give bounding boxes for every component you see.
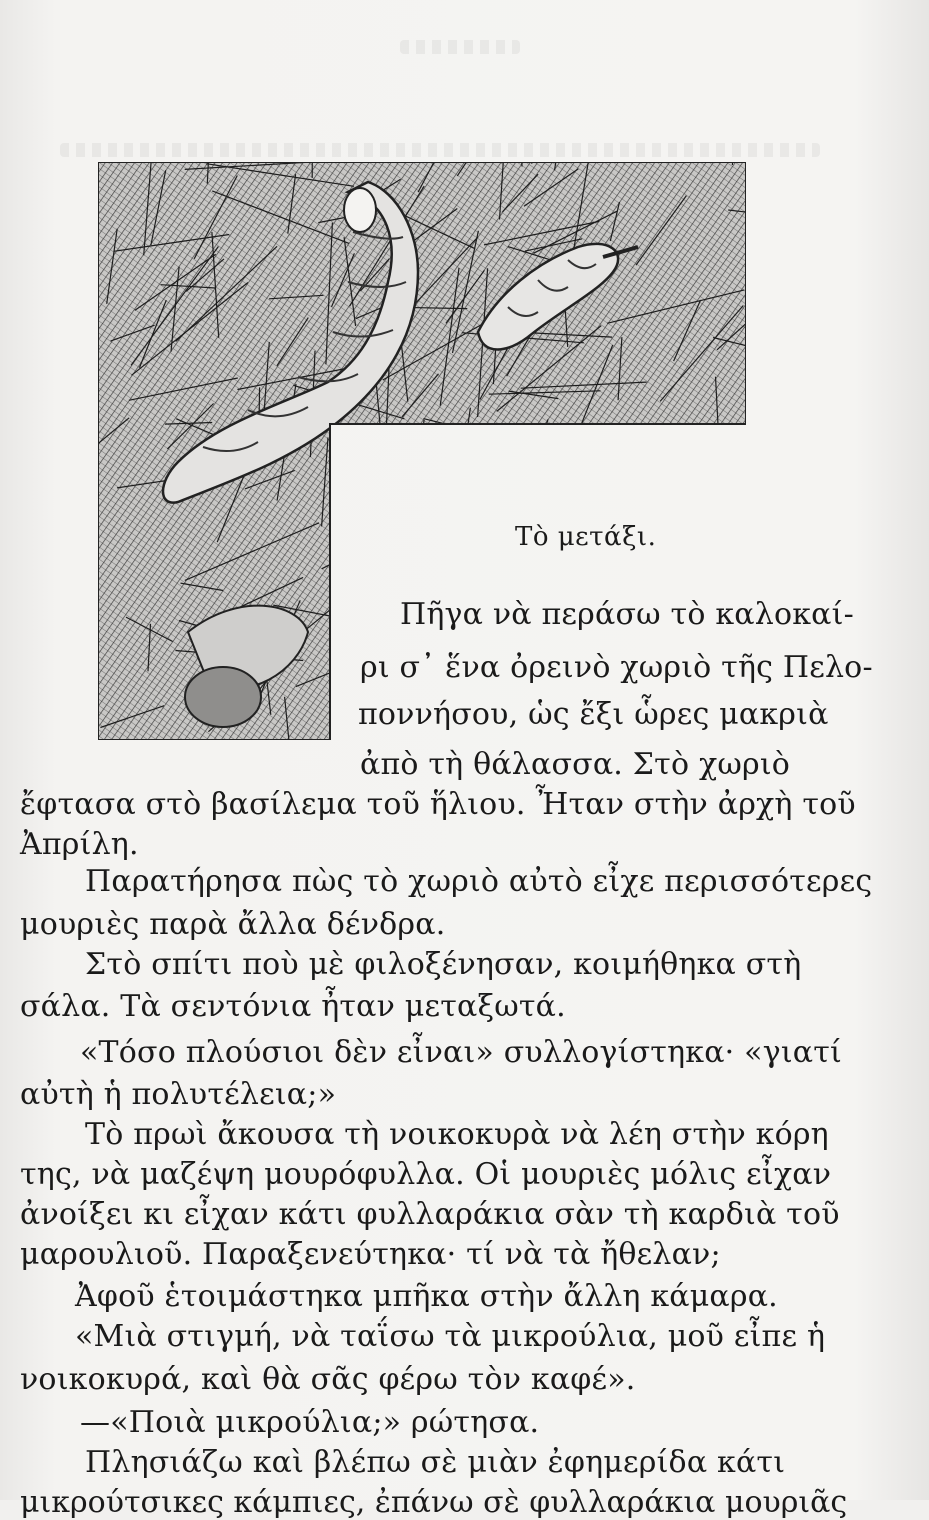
pine-needle <box>370 465 439 481</box>
pine-needle <box>721 451 746 514</box>
bleed-through-mark <box>400 40 520 54</box>
pine-needle <box>404 461 453 472</box>
pine-needle <box>563 460 598 531</box>
text-line: ἀπὸ τὴ θάλασσα. Στὸ χωριὸ <box>360 747 791 782</box>
pine-needle <box>694 520 746 525</box>
pine-needle <box>478 515 519 544</box>
text-line: μουριὲς παρὰ ἄλλα δένδρα. <box>20 907 446 942</box>
pine-needle <box>648 536 746 597</box>
text-line: —«Ποιὰ μικρούλια;» ρώτησα. <box>80 1405 540 1440</box>
pine-needle <box>394 482 444 496</box>
text-line: Ἀπρίλη. <box>20 827 139 862</box>
text-line: της, νὰ μαζέψη μουρόφυλλα. Οἱ μουριὲς μόλις εἶχαν <box>20 1157 832 1192</box>
pine-needle <box>421 568 562 573</box>
pine-needle <box>312 162 313 178</box>
bleed-through-mark <box>60 143 820 157</box>
pine-needle <box>626 495 666 517</box>
text-line: «Τόσο πλούσιοι δὲν εἶναι» συλλογίστηκα· «γιατί <box>80 1035 843 1070</box>
text-line: Πλησιάζω καὶ βλέπω σὲ μιὰν ἐφημερίδα κάτι <box>85 1445 786 1480</box>
pine-needle <box>391 473 473 589</box>
text-line: ρι σ᾽ ἕνα ὀρεινὸ χωριὸ τῆς Πελο- <box>360 650 873 685</box>
pine-needle <box>457 458 536 460</box>
pine-needle <box>343 689 485 695</box>
pine-needle <box>675 454 746 550</box>
pine-needle <box>425 550 539 601</box>
pine-needle <box>416 420 424 486</box>
text-line: ἔφτασα στὸ βασίλεμα τοῦ ἥλιου. Ἦταν στὴν ἀρχὴ τοῦ <box>20 787 856 822</box>
text-line: Ἀφοῦ ἑτοιμάστηκα μπῆκα στὴν ἄλλη κάμαρα. <box>75 1279 778 1314</box>
section-heading: Τὸ μετάξι. <box>515 522 657 552</box>
text-line: νοικοκυρά, καὶ θὰ σᾶς φέρω τὸν καφέ». <box>20 1362 636 1397</box>
cutoff-text-line: μικρούτσικες κάμπιες, ἐπάνω σὲ φυλλαράκια μουριᾶς <box>20 1485 848 1520</box>
pine-needle <box>677 433 680 491</box>
text-line: ποννήσου, ὡς ἔξι ὧρες μακριὰ <box>358 697 829 732</box>
text-line: Πῆγα νὰ περάσω τὸ καλοκαί- <box>400 597 854 632</box>
text-line: αὐτὴ ἡ πολυτέλεια;» <box>20 1077 337 1112</box>
text-line: Στὸ σπίτι ποὺ μὲ φιλοξένησαν, κοιμήθηκα στὴ <box>85 947 802 982</box>
text-line: σάλα. Τὰ σεντόνια ἦταν μεταξωτά. <box>20 989 566 1024</box>
text-line: ἀνοίξει κι εἶχαν κάτι φυλλαράκια σὰν τὴ καρδιὰ τοῦ <box>20 1197 840 1232</box>
text-line: «Μιὰ στιγμή, νὰ ταΐσω τὰ μικρούλια, μοῦ εἶπε ἡ <box>75 1319 826 1354</box>
pine-needle <box>376 566 425 567</box>
text-line: Παρατήρησα πὼς τὸ χωριὸ αὐτὸ εἶχε περισσότερες <box>85 864 873 899</box>
text-line: Τὸ πρωὶ ἄκουσα τὴ νοικοκυρὰ νὰ λέη στὴν κόρη <box>85 1117 829 1152</box>
pine-needle <box>639 574 743 594</box>
pine-needle <box>322 510 438 569</box>
pine-needle <box>527 450 637 483</box>
text-line: μαρουλιοῦ. Παραξενεύτηκα· τί νὰ τὰ ἤθελαν; <box>20 1237 721 1272</box>
